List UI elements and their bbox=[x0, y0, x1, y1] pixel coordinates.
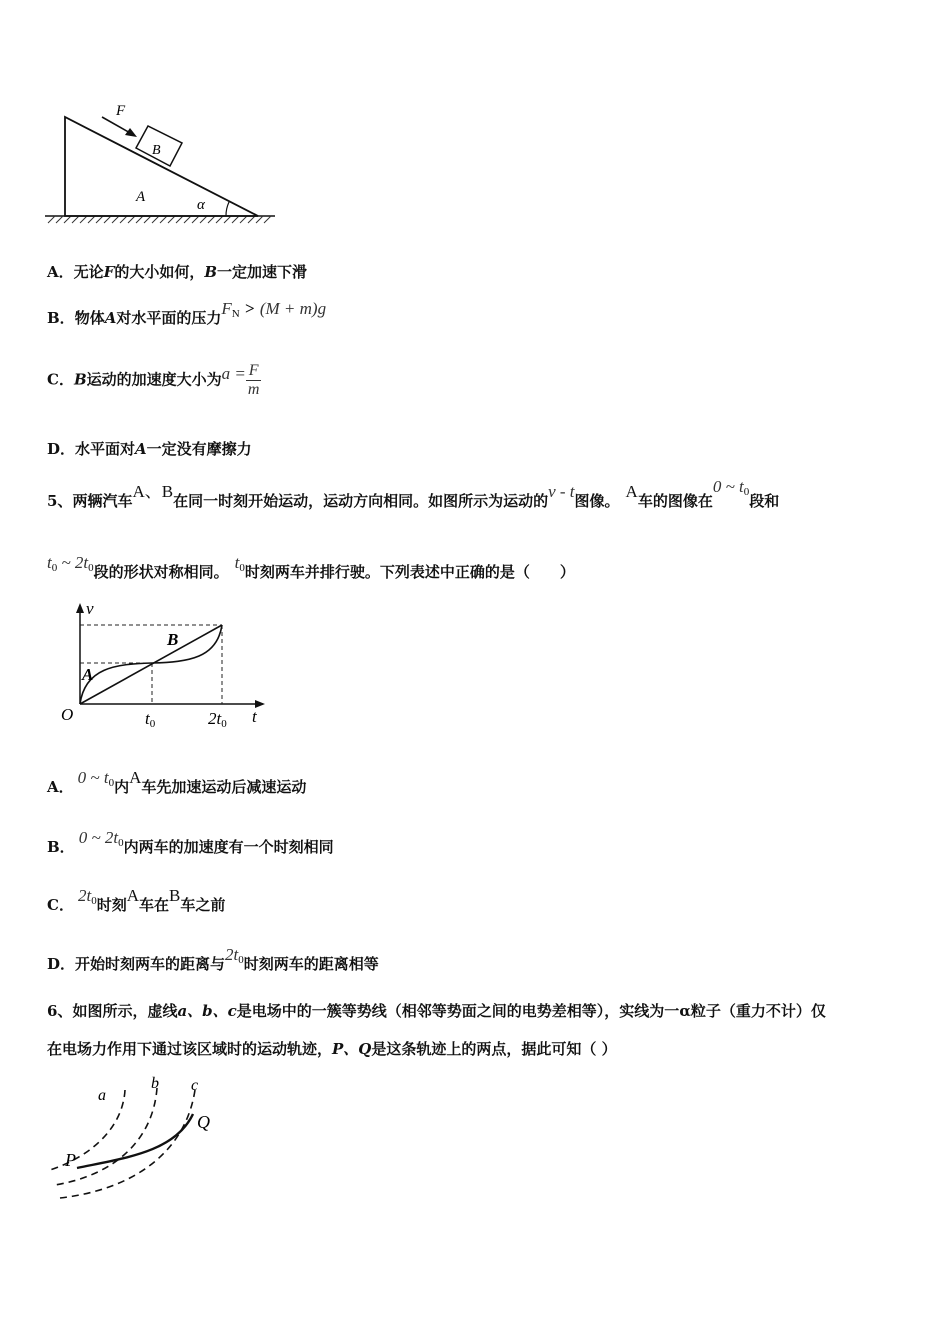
equipotential-figure bbox=[45, 1070, 225, 1210]
vt-graph bbox=[55, 598, 280, 733]
equipotential-c bbox=[60, 1090, 195, 1198]
normal-force-formula: $F_N > (M + m)g$ bbox=[221, 299, 327, 320]
axis-v-label: v bbox=[86, 599, 94, 618]
q5-option-d[interactable]: D．开始时刻两车的距离与$2t_0$时刻两车的距离相等 bbox=[47, 945, 379, 973]
car-B-line bbox=[80, 625, 222, 704]
origin-label: O bbox=[61, 705, 74, 724]
label-a: a bbox=[98, 1087, 106, 1104]
line-B-label: B bbox=[167, 630, 179, 649]
block-label: B bbox=[152, 143, 161, 158]
tick-2t0: 2t0 bbox=[208, 709, 227, 730]
q4-option-c[interactable]: C．B运动的加速度大小为a = $\frac{F}{m}$ bbox=[47, 362, 260, 398]
label-Q: Q bbox=[197, 1112, 210, 1132]
label-b: b bbox=[151, 1075, 159, 1092]
incline-figure bbox=[40, 95, 280, 230]
acceleration-fraction: $\frac{F}{m}$ bbox=[247, 362, 260, 398]
q6-stem-line1: 6、如图所示，虚线a、b、c是电场中的一簇等势线（相邻等势面之间的电势差相等），实线为一α粒子（重力不计）仅 bbox=[47, 1002, 826, 1020]
q5-stem-line2: $t_0$ ~ $2t_0$段的形状对称相同。 $t_0$时刻两车并排行驶。下列表述中正确的是（ ） bbox=[47, 553, 575, 581]
label-P: P bbox=[65, 1150, 76, 1170]
wedge-label: A bbox=[136, 189, 146, 205]
curve-A-label: A bbox=[82, 665, 94, 684]
q6-stem-line2: 在电场力作用下通过该区域时的运动轨迹，P、Q是这条轨迹上的两点，据此可知（ ） bbox=[47, 1040, 617, 1058]
axis-t-label: t bbox=[252, 707, 257, 726]
q5-option-a[interactable]: A． 0 ~ $t_0$内A车先加速运动后减速运动 bbox=[47, 768, 307, 796]
q5-option-c[interactable]: C． $2t_0$时刻A车在B车之前 bbox=[47, 886, 226, 914]
q4-option-b[interactable]: B．物体A对水平面的压力$F_N > (M + m)g$ bbox=[47, 299, 327, 327]
q5-stem-line1: 5、两辆汽车A、B在同一时刻开始运动，运动方向相同。如图所示为运动的v - t图像。 A车的图像在0 ~ $t_0$段和 bbox=[47, 477, 780, 510]
force-label: F bbox=[116, 103, 126, 119]
trajectory bbox=[77, 1114, 193, 1168]
q4-option-d[interactable]: D．水平面对A一定没有摩擦力 bbox=[47, 440, 252, 458]
angle-label: α bbox=[197, 197, 205, 213]
wedge-A bbox=[65, 117, 258, 216]
q5-option-b[interactable]: B． 0 ~ $2t_0$内两车的加速度有一个时刻相同 bbox=[47, 828, 334, 856]
tick-t0: t0 bbox=[145, 709, 156, 730]
equipotential-a bbox=[50, 1090, 125, 1170]
q4-option-a[interactable]: A．无论F的大小如何，B一定加速下滑 bbox=[47, 263, 308, 281]
label-c: c bbox=[191, 1077, 199, 1094]
